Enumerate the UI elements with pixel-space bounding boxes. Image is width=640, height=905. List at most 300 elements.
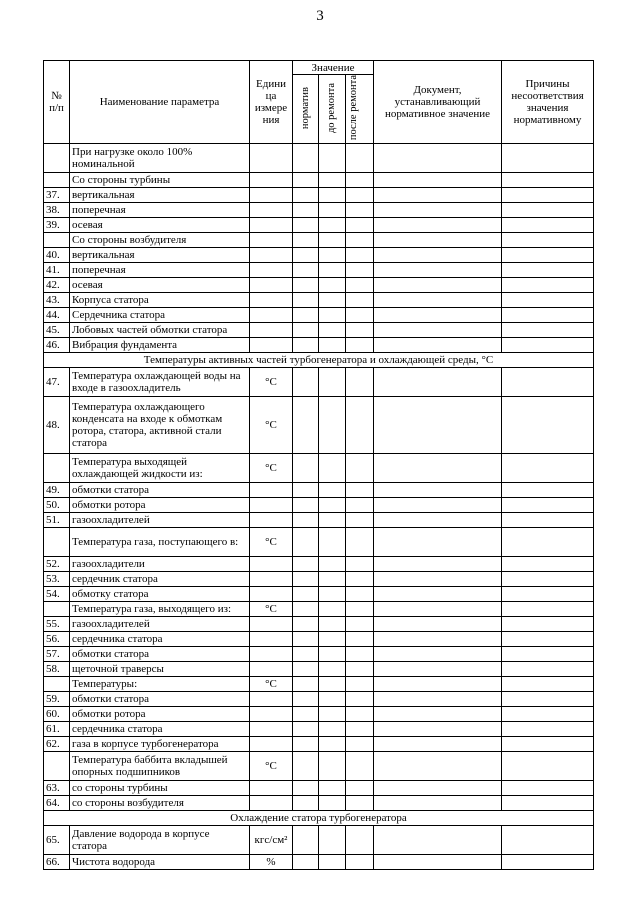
reason-cell[interactable] xyxy=(502,263,594,278)
unit-cell xyxy=(250,173,293,188)
document-cell[interactable] xyxy=(374,662,502,677)
norm-cell[interactable] xyxy=(293,218,319,233)
before-cell[interactable] xyxy=(319,188,346,203)
parameter-name: газоохладителей xyxy=(70,617,250,632)
reason-cell[interactable] xyxy=(502,308,594,323)
after-cell[interactable] xyxy=(346,483,374,498)
before-cell[interactable] xyxy=(319,557,346,572)
reason-cell[interactable] xyxy=(502,617,594,632)
reason-cell[interactable] xyxy=(502,498,594,513)
parameter-name: обмотки ротора xyxy=(70,707,250,722)
document-cell[interactable] xyxy=(374,263,502,278)
parameter-name: Температура охлаждающей воды на входе в газоохладитель xyxy=(70,368,250,397)
norm-cell[interactable] xyxy=(293,572,319,587)
document-cell[interactable] xyxy=(374,248,502,263)
before-cell[interactable] xyxy=(319,278,346,293)
unit-cell xyxy=(250,483,293,498)
section-row xyxy=(44,353,594,368)
unit-cell xyxy=(250,233,293,248)
norm-cell[interactable] xyxy=(293,781,319,796)
table-row xyxy=(44,855,594,870)
norm-cell[interactable] xyxy=(293,248,319,263)
before-cell[interactable] xyxy=(319,722,346,737)
reason-cell[interactable] xyxy=(502,647,594,662)
document-cell[interactable] xyxy=(374,338,502,353)
document-cell[interactable] xyxy=(374,144,502,173)
norm-cell[interactable] xyxy=(293,293,319,308)
document-cell[interactable] xyxy=(374,513,502,528)
before-cell[interactable] xyxy=(319,308,346,323)
before-cell[interactable] xyxy=(319,662,346,677)
row-number: 43. xyxy=(44,293,70,308)
norm-cell[interactable] xyxy=(293,173,319,188)
after-cell[interactable] xyxy=(346,173,374,188)
after-cell[interactable] xyxy=(346,752,374,781)
norm-cell[interactable] xyxy=(293,308,319,323)
norm-cell[interactable] xyxy=(293,278,319,293)
table-body xyxy=(44,144,594,870)
unit-cell: °С xyxy=(250,454,293,483)
after-cell[interactable] xyxy=(346,602,374,617)
norm-cell[interactable] xyxy=(293,796,319,811)
header-num: № п/п xyxy=(44,61,70,144)
after-cell[interactable] xyxy=(346,218,374,233)
norm-cell[interactable] xyxy=(293,528,319,557)
row-number: 37. xyxy=(44,188,70,203)
reason-cell[interactable] xyxy=(502,572,594,587)
row-number: 42. xyxy=(44,278,70,293)
row-number: 55. xyxy=(44,617,70,632)
parameter-name: сердечник статора xyxy=(70,572,250,587)
reason-cell[interactable] xyxy=(502,233,594,248)
after-cell[interactable] xyxy=(346,513,374,528)
document-cell[interactable] xyxy=(374,528,502,557)
reason-cell[interactable] xyxy=(502,722,594,737)
after-cell[interactable] xyxy=(346,397,374,454)
document-cell[interactable] xyxy=(374,855,502,870)
before-cell[interactable] xyxy=(319,338,346,353)
unit-cell xyxy=(250,338,293,353)
row-number xyxy=(44,144,70,173)
norm-cell[interactable] xyxy=(293,368,319,397)
before-cell[interactable] xyxy=(319,692,346,707)
parameter-name: сердечника статора xyxy=(70,632,250,647)
parameter-name: газа в корпусе турбогенератора xyxy=(70,737,250,752)
after-cell[interactable] xyxy=(346,587,374,602)
after-cell[interactable] xyxy=(346,662,374,677)
row-number: 53. xyxy=(44,572,70,587)
header-unit: Едини ца измере ния xyxy=(250,61,293,144)
reason-cell[interactable] xyxy=(502,188,594,203)
reason-cell[interactable] xyxy=(502,368,594,397)
parameter-name: Корпуса статора xyxy=(70,293,250,308)
table-row xyxy=(44,218,594,233)
unit-cell xyxy=(250,144,293,173)
after-cell[interactable] xyxy=(346,144,374,173)
document-cell[interactable] xyxy=(374,617,502,632)
norm-cell[interactable] xyxy=(293,722,319,737)
document-cell[interactable] xyxy=(374,483,502,498)
reason-cell[interactable] xyxy=(502,677,594,692)
before-cell[interactable] xyxy=(319,368,346,397)
table-row xyxy=(44,707,594,722)
document-cell[interactable] xyxy=(374,796,502,811)
header-after: после ремонта xyxy=(346,75,374,144)
document-cell[interactable] xyxy=(374,233,502,248)
after-cell[interactable] xyxy=(346,248,374,263)
unit-cell xyxy=(250,617,293,632)
reason-cell[interactable] xyxy=(502,338,594,353)
parameter-name: вертикальная xyxy=(70,248,250,263)
row-number: 45. xyxy=(44,323,70,338)
after-cell[interactable] xyxy=(346,454,374,483)
document-cell[interactable] xyxy=(374,188,502,203)
row-number: 50. xyxy=(44,498,70,513)
unit-cell xyxy=(250,293,293,308)
norm-cell[interactable] xyxy=(293,323,319,338)
document-cell[interactable] xyxy=(374,454,502,483)
document-cell[interactable] xyxy=(374,826,502,855)
parameter-name: поперечная xyxy=(70,263,250,278)
parameter-name: обмотки статора xyxy=(70,647,250,662)
row-number xyxy=(44,677,70,692)
norm-cell[interactable] xyxy=(293,707,319,722)
before-cell[interactable] xyxy=(319,617,346,632)
after-cell[interactable] xyxy=(346,188,374,203)
table-row xyxy=(44,752,594,781)
norm-cell[interactable] xyxy=(293,557,319,572)
reason-cell[interactable] xyxy=(502,707,594,722)
parameter-name: обмотку статора xyxy=(70,587,250,602)
document-cell[interactable] xyxy=(374,752,502,781)
reason-cell[interactable] xyxy=(502,278,594,293)
table-row xyxy=(44,248,594,263)
reason-cell[interactable] xyxy=(502,248,594,263)
row-number xyxy=(44,233,70,248)
table-row xyxy=(44,454,594,483)
row-number: 49. xyxy=(44,483,70,498)
table-row xyxy=(44,338,594,353)
before-cell[interactable] xyxy=(319,454,346,483)
reason-cell[interactable] xyxy=(502,587,594,602)
table-row xyxy=(44,308,594,323)
table-row xyxy=(44,781,594,796)
parameter-name: щеточной траверсы xyxy=(70,662,250,677)
norm-cell[interactable] xyxy=(293,263,319,278)
before-cell[interactable] xyxy=(319,602,346,617)
after-cell[interactable] xyxy=(346,632,374,647)
row-number: 58. xyxy=(44,662,70,677)
after-cell[interactable] xyxy=(346,796,374,811)
norm-cell[interactable] xyxy=(293,233,319,248)
before-cell[interactable] xyxy=(319,572,346,587)
parameter-name: Температура газа, выходящего из: xyxy=(70,602,250,617)
table-row xyxy=(44,368,594,397)
table-row xyxy=(44,293,594,308)
header-name: Наименование параметра xyxy=(70,61,250,144)
document-cell[interactable] xyxy=(374,278,502,293)
norm-cell[interactable] xyxy=(293,662,319,677)
norm-cell[interactable] xyxy=(293,647,319,662)
before-cell[interactable] xyxy=(319,233,346,248)
norm-cell[interactable] xyxy=(293,752,319,781)
parameter-name: Со стороны турбины xyxy=(70,173,250,188)
before-cell[interactable] xyxy=(319,826,346,855)
parameter-name: обмотки статора xyxy=(70,692,250,707)
reason-cell[interactable] xyxy=(502,692,594,707)
before-cell[interactable] xyxy=(319,647,346,662)
norm-cell[interactable] xyxy=(293,855,319,870)
norm-cell[interactable] xyxy=(293,677,319,692)
after-cell[interactable] xyxy=(346,617,374,632)
norm-cell[interactable] xyxy=(293,483,319,498)
reason-cell[interactable] xyxy=(502,602,594,617)
after-cell[interactable] xyxy=(346,737,374,752)
row-number: 62. xyxy=(44,737,70,752)
reason-cell[interactable] xyxy=(502,144,594,173)
before-cell[interactable] xyxy=(319,483,346,498)
unit-cell xyxy=(250,323,293,338)
document-cell[interactable] xyxy=(374,602,502,617)
row-number: 41. xyxy=(44,263,70,278)
before-cell[interactable] xyxy=(319,528,346,557)
parameter-name: Температура охлаждающего конденсата на входе к обмоткам ротора, статора, активной стали статора xyxy=(70,397,250,454)
row-number: 65. xyxy=(44,826,70,855)
before-cell[interactable] xyxy=(319,144,346,173)
after-cell[interactable] xyxy=(346,722,374,737)
document-cell[interactable] xyxy=(374,722,502,737)
reason-cell[interactable] xyxy=(502,557,594,572)
reason-cell[interactable] xyxy=(502,454,594,483)
parameters-table xyxy=(43,60,594,870)
unit-cell xyxy=(250,278,293,293)
parameter-name: поперечная xyxy=(70,203,250,218)
row-number: 38. xyxy=(44,203,70,218)
table-row xyxy=(44,796,594,811)
before-cell[interactable] xyxy=(319,513,346,528)
row-number: 60. xyxy=(44,707,70,722)
norm-cell[interactable] xyxy=(293,826,319,855)
reason-cell[interactable] xyxy=(502,632,594,647)
document-cell[interactable] xyxy=(374,707,502,722)
before-cell[interactable] xyxy=(319,498,346,513)
before-cell[interactable] xyxy=(319,677,346,692)
norm-cell[interactable] xyxy=(293,498,319,513)
before-cell[interactable] xyxy=(319,218,346,233)
document-cell[interactable] xyxy=(374,781,502,796)
after-cell[interactable] xyxy=(346,498,374,513)
table-row xyxy=(44,737,594,752)
reason-cell[interactable] xyxy=(502,203,594,218)
unit-cell: кгс/см² xyxy=(250,826,293,855)
norm-cell[interactable] xyxy=(293,513,319,528)
after-cell[interactable] xyxy=(346,855,374,870)
document-cell[interactable] xyxy=(374,677,502,692)
after-cell[interactable] xyxy=(346,263,374,278)
before-cell[interactable] xyxy=(319,737,346,752)
after-cell[interactable] xyxy=(346,557,374,572)
reason-cell[interactable] xyxy=(502,218,594,233)
norm-cell[interactable] xyxy=(293,397,319,454)
parameter-name: Температура выходящей охлаждающей жидкости из: xyxy=(70,454,250,483)
after-cell[interactable] xyxy=(346,528,374,557)
before-cell[interactable] xyxy=(319,323,346,338)
row-number: 66. xyxy=(44,855,70,870)
table-row xyxy=(44,602,594,617)
parameter-name: Давление водорода в корпусе статора xyxy=(70,826,250,855)
norm-cell[interactable] xyxy=(293,737,319,752)
unit-cell xyxy=(250,263,293,278)
page-number: 3 xyxy=(316,8,324,24)
reason-cell[interactable] xyxy=(502,173,594,188)
after-cell[interactable] xyxy=(346,692,374,707)
after-cell[interactable] xyxy=(346,647,374,662)
norm-cell[interactable] xyxy=(293,602,319,617)
after-cell[interactable] xyxy=(346,308,374,323)
table-row xyxy=(44,557,594,572)
after-cell[interactable] xyxy=(346,233,374,248)
reason-cell[interactable] xyxy=(502,855,594,870)
norm-cell[interactable] xyxy=(293,692,319,707)
unit-cell: % xyxy=(250,855,293,870)
after-cell[interactable] xyxy=(346,707,374,722)
before-cell[interactable] xyxy=(319,397,346,454)
document-cell[interactable] xyxy=(374,293,502,308)
norm-cell[interactable] xyxy=(293,188,319,203)
table-row xyxy=(44,203,594,218)
parameter-name: При нагрузке около 100% номинальной xyxy=(70,144,250,173)
before-cell[interactable] xyxy=(319,796,346,811)
document-cell[interactable] xyxy=(374,203,502,218)
document-cell[interactable] xyxy=(374,323,502,338)
row-number: 64. xyxy=(44,796,70,811)
before-cell[interactable] xyxy=(319,203,346,218)
after-cell[interactable] xyxy=(346,323,374,338)
document-cell[interactable] xyxy=(374,308,502,323)
after-cell[interactable] xyxy=(346,278,374,293)
after-cell[interactable] xyxy=(346,293,374,308)
unit-cell: °С xyxy=(250,677,293,692)
section-row xyxy=(44,811,594,826)
norm-cell[interactable] xyxy=(293,617,319,632)
table-row xyxy=(44,528,594,557)
parameter-name: осевая xyxy=(70,278,250,293)
before-cell[interactable] xyxy=(319,855,346,870)
document-cell[interactable] xyxy=(374,173,502,188)
reason-cell[interactable] xyxy=(502,781,594,796)
before-cell[interactable] xyxy=(319,707,346,722)
before-cell[interactable] xyxy=(319,587,346,602)
document-cell[interactable] xyxy=(374,632,502,647)
unit-cell xyxy=(250,248,293,263)
section-title: Температуры активных частей турбогенератора и охлаждающей среды, °С xyxy=(44,353,594,368)
before-cell[interactable] xyxy=(319,752,346,781)
reason-cell[interactable] xyxy=(502,752,594,781)
document-cell[interactable] xyxy=(374,498,502,513)
unit-cell xyxy=(250,707,293,722)
after-cell[interactable] xyxy=(346,826,374,855)
unit-cell xyxy=(250,203,293,218)
table-row xyxy=(44,692,594,707)
after-cell[interactable] xyxy=(346,368,374,397)
before-cell[interactable] xyxy=(319,781,346,796)
norm-cell[interactable] xyxy=(293,632,319,647)
document-cell[interactable] xyxy=(374,557,502,572)
before-cell[interactable] xyxy=(319,263,346,278)
parameter-name: Температура газа, поступающего в: xyxy=(70,528,250,557)
document-cell[interactable] xyxy=(374,737,502,752)
reason-cell[interactable] xyxy=(502,483,594,498)
after-cell[interactable] xyxy=(346,203,374,218)
table-row xyxy=(44,632,594,647)
reason-cell[interactable] xyxy=(502,662,594,677)
unit-cell xyxy=(250,722,293,737)
row-number: 46. xyxy=(44,338,70,353)
reason-cell[interactable] xyxy=(502,323,594,338)
parameter-name: обмотки статора xyxy=(70,483,250,498)
norm-cell[interactable] xyxy=(293,587,319,602)
norm-cell[interactable] xyxy=(293,338,319,353)
after-cell[interactable] xyxy=(346,338,374,353)
reason-cell[interactable] xyxy=(502,397,594,454)
before-cell[interactable] xyxy=(319,173,346,188)
document-cell[interactable] xyxy=(374,572,502,587)
after-cell[interactable] xyxy=(346,677,374,692)
row-number: 47. xyxy=(44,368,70,397)
section-title: Охлаждение статора турбогенератора xyxy=(44,811,594,826)
norm-cell[interactable] xyxy=(293,454,319,483)
row-number: 44. xyxy=(44,308,70,323)
parameter-name: осевая xyxy=(70,218,250,233)
norm-cell[interactable] xyxy=(293,203,319,218)
parameter-name: Температура баббита вкладышей опорных подшипников xyxy=(70,752,250,781)
reason-cell[interactable] xyxy=(502,293,594,308)
row-number xyxy=(44,602,70,617)
reason-cell[interactable] xyxy=(502,826,594,855)
table-row xyxy=(44,483,594,498)
document-cell[interactable] xyxy=(374,692,502,707)
unit-cell: °С xyxy=(250,528,293,557)
table-row xyxy=(44,233,594,248)
document-cell[interactable] xyxy=(374,647,502,662)
reason-cell[interactable] xyxy=(502,528,594,557)
table-row xyxy=(44,677,594,692)
document-cell[interactable] xyxy=(374,397,502,454)
document-cell[interactable] xyxy=(374,218,502,233)
unit-cell xyxy=(250,781,293,796)
before-cell[interactable] xyxy=(319,293,346,308)
reason-cell[interactable] xyxy=(502,737,594,752)
after-cell[interactable] xyxy=(346,572,374,587)
reason-cell[interactable] xyxy=(502,796,594,811)
before-cell[interactable] xyxy=(319,248,346,263)
header-document: Документ, устанавливающий нормативное значение xyxy=(374,61,502,144)
unit-cell xyxy=(250,662,293,677)
parameter-name: Температуры: xyxy=(70,677,250,692)
document-cell[interactable] xyxy=(374,368,502,397)
table-row xyxy=(44,662,594,677)
row-number: 48. xyxy=(44,397,70,454)
table-row xyxy=(44,397,594,454)
unit-cell: °С xyxy=(250,368,293,397)
unit-cell: °С xyxy=(250,397,293,454)
before-cell[interactable] xyxy=(319,632,346,647)
after-cell[interactable] xyxy=(346,781,374,796)
document-cell[interactable] xyxy=(374,587,502,602)
unit-cell xyxy=(250,308,293,323)
norm-cell[interactable] xyxy=(293,144,319,173)
reason-cell[interactable] xyxy=(502,513,594,528)
